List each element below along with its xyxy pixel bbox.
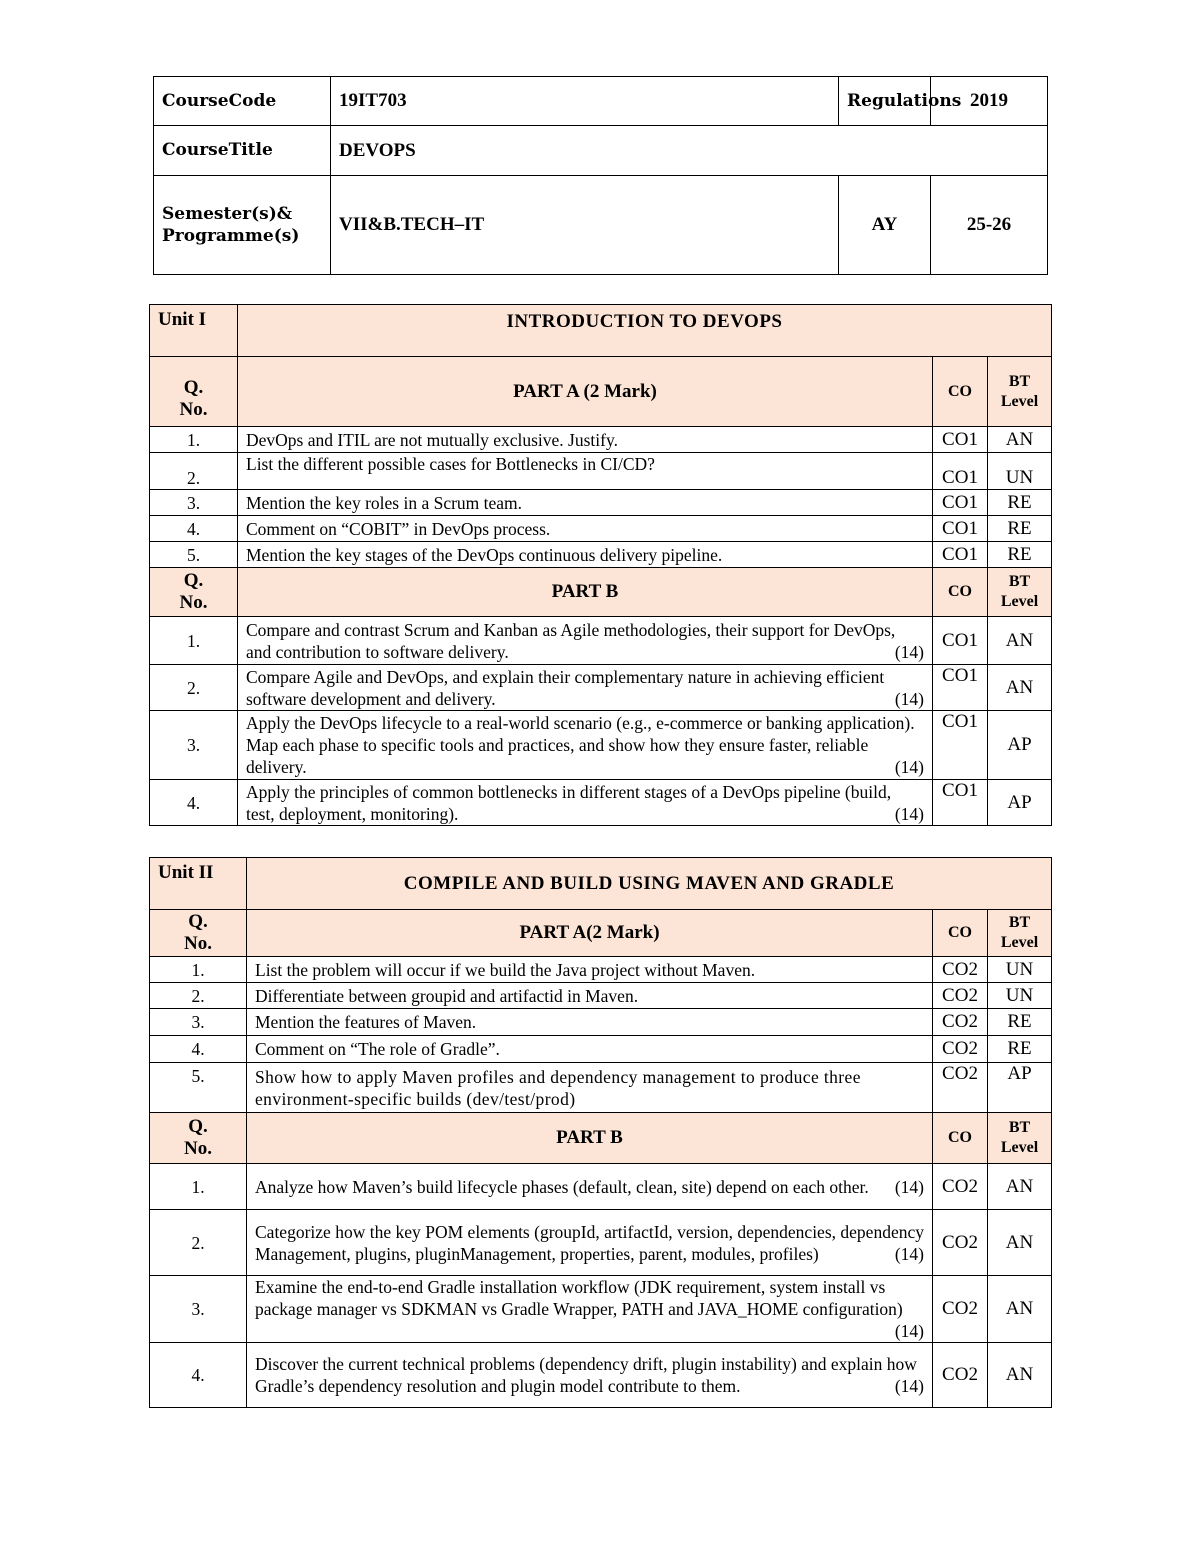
bt-header xyxy=(988,1113,1052,1164)
ay-value: 25-26 xyxy=(931,176,1048,275)
marks: (14) xyxy=(894,1376,924,1396)
table-row xyxy=(150,1009,1052,1036)
bt-header xyxy=(988,357,1052,427)
bt-value: AP xyxy=(988,780,1052,826)
bt-label: BT xyxy=(1008,372,1031,390)
co-header: CO xyxy=(933,1113,988,1164)
question-text: Differentiate between groupid and artifactid in Maven. xyxy=(247,983,933,1009)
bt-value: RE xyxy=(988,1036,1052,1063)
qno-label: Q. xyxy=(188,1116,208,1137)
table-row xyxy=(150,427,1052,453)
question-cell xyxy=(238,780,933,826)
semester-programme-label xyxy=(154,176,331,275)
co-value: CO1 xyxy=(933,427,988,453)
bt-label: BT xyxy=(1008,1119,1031,1136)
question-cell xyxy=(247,1343,933,1408)
table-row xyxy=(150,453,1052,490)
co-value: CO2 xyxy=(933,1063,988,1113)
question-number: 1. xyxy=(150,617,238,665)
bt-label-2: Level xyxy=(1000,934,1039,951)
table-row xyxy=(150,1343,1052,1408)
course-code-label: CourseCode xyxy=(154,77,331,126)
marks: (14) xyxy=(894,641,924,662)
semester-programme-value: VII&B.TECH–IT xyxy=(331,176,839,275)
table-row xyxy=(150,711,1052,780)
bt-value: RE xyxy=(988,1009,1052,1036)
course-title-value: DEVOPS xyxy=(331,126,1048,176)
co-value: CO1 xyxy=(933,542,988,568)
question-text: Mention the key stages of the DevOps continuous delivery pipeline. xyxy=(238,542,933,568)
regulations-label: Regulations xyxy=(839,77,931,126)
question-cell xyxy=(238,617,933,665)
question-number: 2. xyxy=(150,1210,247,1276)
co-value: CO2 xyxy=(933,983,988,1009)
question-text: Comment on “The role of Gradle”. xyxy=(247,1036,933,1063)
question-cell xyxy=(238,665,933,711)
table-row xyxy=(150,617,1052,665)
unit-2-table xyxy=(149,857,1052,1408)
table-row xyxy=(150,490,1052,516)
qno-label-2: No. xyxy=(184,1138,212,1159)
question-number: 3. xyxy=(150,1009,247,1036)
marks: (14) xyxy=(894,1321,924,1341)
table-row xyxy=(150,780,1052,826)
question-text: List the different possible cases for Bottlenecks in CI/CD? xyxy=(238,453,933,490)
unit-label: Unit II xyxy=(150,858,247,910)
unit-label: Unit I xyxy=(150,305,238,357)
qno-header xyxy=(150,568,238,617)
part-b-header: PART B xyxy=(238,568,933,617)
question-number: 1. xyxy=(150,1164,247,1210)
course-title-label: CourseTitle xyxy=(154,126,331,176)
question-text: Discover the current technical problems (dependency drift, plugin instability) and explain how Gradle’s dependency resolution and plugin model contribute to them. xyxy=(255,1354,917,1396)
co-value: CO1 xyxy=(933,490,988,516)
question-text: Apply the principles of common bottlenecks in different stages of a DevOps pipeline (build, test, deployment, monitoring). xyxy=(246,781,892,824)
question-text: Apply the DevOps lifecycle to a real-world scenario (e.g., e-commerce or banking application). Map each phase to specific tools and practices, and show how they ensure faster, reliable delivery. xyxy=(246,713,915,777)
bt-label-2: Level xyxy=(1000,1139,1039,1156)
programme-label: Programme(s) xyxy=(162,226,300,246)
marks: (14) xyxy=(894,803,924,824)
bt-label: BT xyxy=(1008,573,1031,590)
question-number: 2. xyxy=(150,983,247,1009)
bt-value: UN xyxy=(988,453,1052,490)
question-number: 3. xyxy=(150,711,238,780)
unit-1-table xyxy=(149,304,1052,826)
unit-title: INTRODUCTION TO DEVOPS xyxy=(238,305,1052,357)
question-text: Show how to apply Maven profiles and dependency management to produce three environment-specific builds (dev/test/prod) xyxy=(247,1063,933,1113)
bt-value: UN xyxy=(988,983,1052,1009)
question-cell xyxy=(247,1210,933,1276)
semester-label: Semester(s)& xyxy=(162,203,293,224)
part-a-header: PART A(2 Mark) xyxy=(247,910,933,957)
unit-title: COMPILE AND BUILD USING MAVEN AND GRADLE xyxy=(247,858,1052,910)
table-row xyxy=(150,1063,1052,1113)
bt-value: RE xyxy=(988,490,1052,516)
co-header: CO xyxy=(933,910,988,957)
question-text: Comment on “COBIT” in DevOps process. xyxy=(238,516,933,542)
question-number: 2. xyxy=(150,453,238,490)
question-text: Categorize how the key POM elements (groupId, artifactId, version, dependencies, dependency Management, plugins, pluginManagement, properties, parent, modules, profiles) xyxy=(255,1221,924,1264)
marks: (14) xyxy=(894,1243,924,1264)
co-value: CO2 xyxy=(933,1276,988,1343)
table-row xyxy=(150,1036,1052,1063)
table-row xyxy=(150,983,1052,1009)
bt-label: BT xyxy=(1008,914,1031,931)
question-number: 1. xyxy=(150,957,247,983)
question-number: 3. xyxy=(150,490,238,516)
bt-value: AN xyxy=(988,1164,1052,1210)
co-value: CO2 xyxy=(933,1036,988,1063)
co-header: CO xyxy=(933,357,988,427)
qno-label: Q. xyxy=(188,911,208,932)
co-value: CO2 xyxy=(933,1164,988,1210)
co-value: CO2 xyxy=(933,957,988,983)
table-row xyxy=(150,516,1052,542)
bt-label-2: Level xyxy=(1000,392,1039,410)
course-code-value: 19IT703 xyxy=(331,77,839,126)
question-text: Analyze how Maven’s build lifecycle phases (default, clean, site) depend on each other. xyxy=(255,1176,869,1197)
bt-value: AN xyxy=(988,1276,1052,1343)
question-number: 1. xyxy=(150,427,238,453)
co-value: CO2 xyxy=(933,1210,988,1276)
table-row xyxy=(150,1164,1052,1210)
question-number: 5. xyxy=(150,1063,247,1113)
question-cell xyxy=(238,711,933,780)
question-number: 4. xyxy=(150,1343,247,1408)
question-text: Compare and contrast Scrum and Kanban as Agile methodologies, their support for DevOps, and contribution to software delivery. xyxy=(246,619,896,662)
ay-label: AY xyxy=(839,176,931,275)
question-number: 3. xyxy=(150,1276,247,1343)
bt-header xyxy=(988,568,1052,617)
course-header-table xyxy=(153,76,1048,275)
question-cell xyxy=(247,1276,933,1343)
bt-value: AN xyxy=(988,427,1052,453)
qno-label-2: No. xyxy=(179,592,208,613)
bt-value: RE xyxy=(988,516,1052,542)
qno-label-2: No. xyxy=(184,933,212,954)
co-value: CO1 xyxy=(933,516,988,542)
question-text: Examine the end-to-end Gradle installation workflow (JDK requirement, system install vs package manager vs SDKMAN vs Gradle Wrapper, PATH and JAVA_HOME configuration) xyxy=(255,1277,903,1319)
marks: (14) xyxy=(894,688,924,709)
regulations-value: 2019 xyxy=(931,77,1048,126)
question-text: Compare Agile and DevOps, and explain their complementary nature in achieving efficient software development and delivery. xyxy=(246,666,885,709)
table-row xyxy=(150,1276,1052,1343)
co-value: CO1 xyxy=(933,453,988,490)
co-value: CO1 xyxy=(933,665,988,711)
marks: (14) xyxy=(894,1176,924,1197)
bt-value: AN xyxy=(988,1210,1052,1276)
qno-header xyxy=(150,1113,247,1164)
co-value: CO1 xyxy=(933,780,988,826)
qno-header xyxy=(150,357,238,427)
question-number: 5. xyxy=(150,542,238,568)
co-header: CO xyxy=(933,568,988,617)
bt-value: AN xyxy=(988,665,1052,711)
bt-value: AP xyxy=(988,711,1052,780)
qno-label-2: No. xyxy=(179,398,208,420)
question-text: List the problem will occur if we build the Java project without Maven. xyxy=(247,957,933,983)
question-text: DevOps and ITIL are not mutually exclusive. Justify. xyxy=(238,427,933,453)
bt-value: AN xyxy=(988,617,1052,665)
table-row xyxy=(150,1210,1052,1276)
question-number: 4. xyxy=(150,516,238,542)
question-number: 4. xyxy=(150,780,238,826)
co-value: CO1 xyxy=(933,617,988,665)
question-text: Mention the features of Maven. xyxy=(247,1009,933,1036)
table-row xyxy=(150,542,1052,568)
qno-header xyxy=(150,910,247,957)
part-b-header: PART B xyxy=(247,1113,933,1164)
bt-value: AP xyxy=(988,1063,1052,1113)
co-value: CO1 xyxy=(933,711,988,780)
question-number: 2. xyxy=(150,665,238,711)
bt-value: UN xyxy=(988,957,1052,983)
question-cell xyxy=(247,1164,933,1210)
co-value: CO2 xyxy=(933,1343,988,1408)
bt-header xyxy=(988,910,1052,957)
question-text: Mention the key roles in a Scrum team. xyxy=(238,490,933,516)
qno-label: Q. xyxy=(183,570,204,591)
part-a-header: PART A (2 Mark) xyxy=(238,357,933,427)
table-row xyxy=(150,665,1052,711)
bt-label-2: Level xyxy=(1000,593,1039,610)
co-value: CO2 xyxy=(933,1009,988,1036)
bt-value: AN xyxy=(988,1343,1052,1408)
marks: (14) xyxy=(894,757,924,777)
qno-label: Q. xyxy=(183,376,204,398)
question-number: 4. xyxy=(150,1036,247,1063)
table-row xyxy=(150,957,1052,983)
bt-value: RE xyxy=(988,542,1052,568)
